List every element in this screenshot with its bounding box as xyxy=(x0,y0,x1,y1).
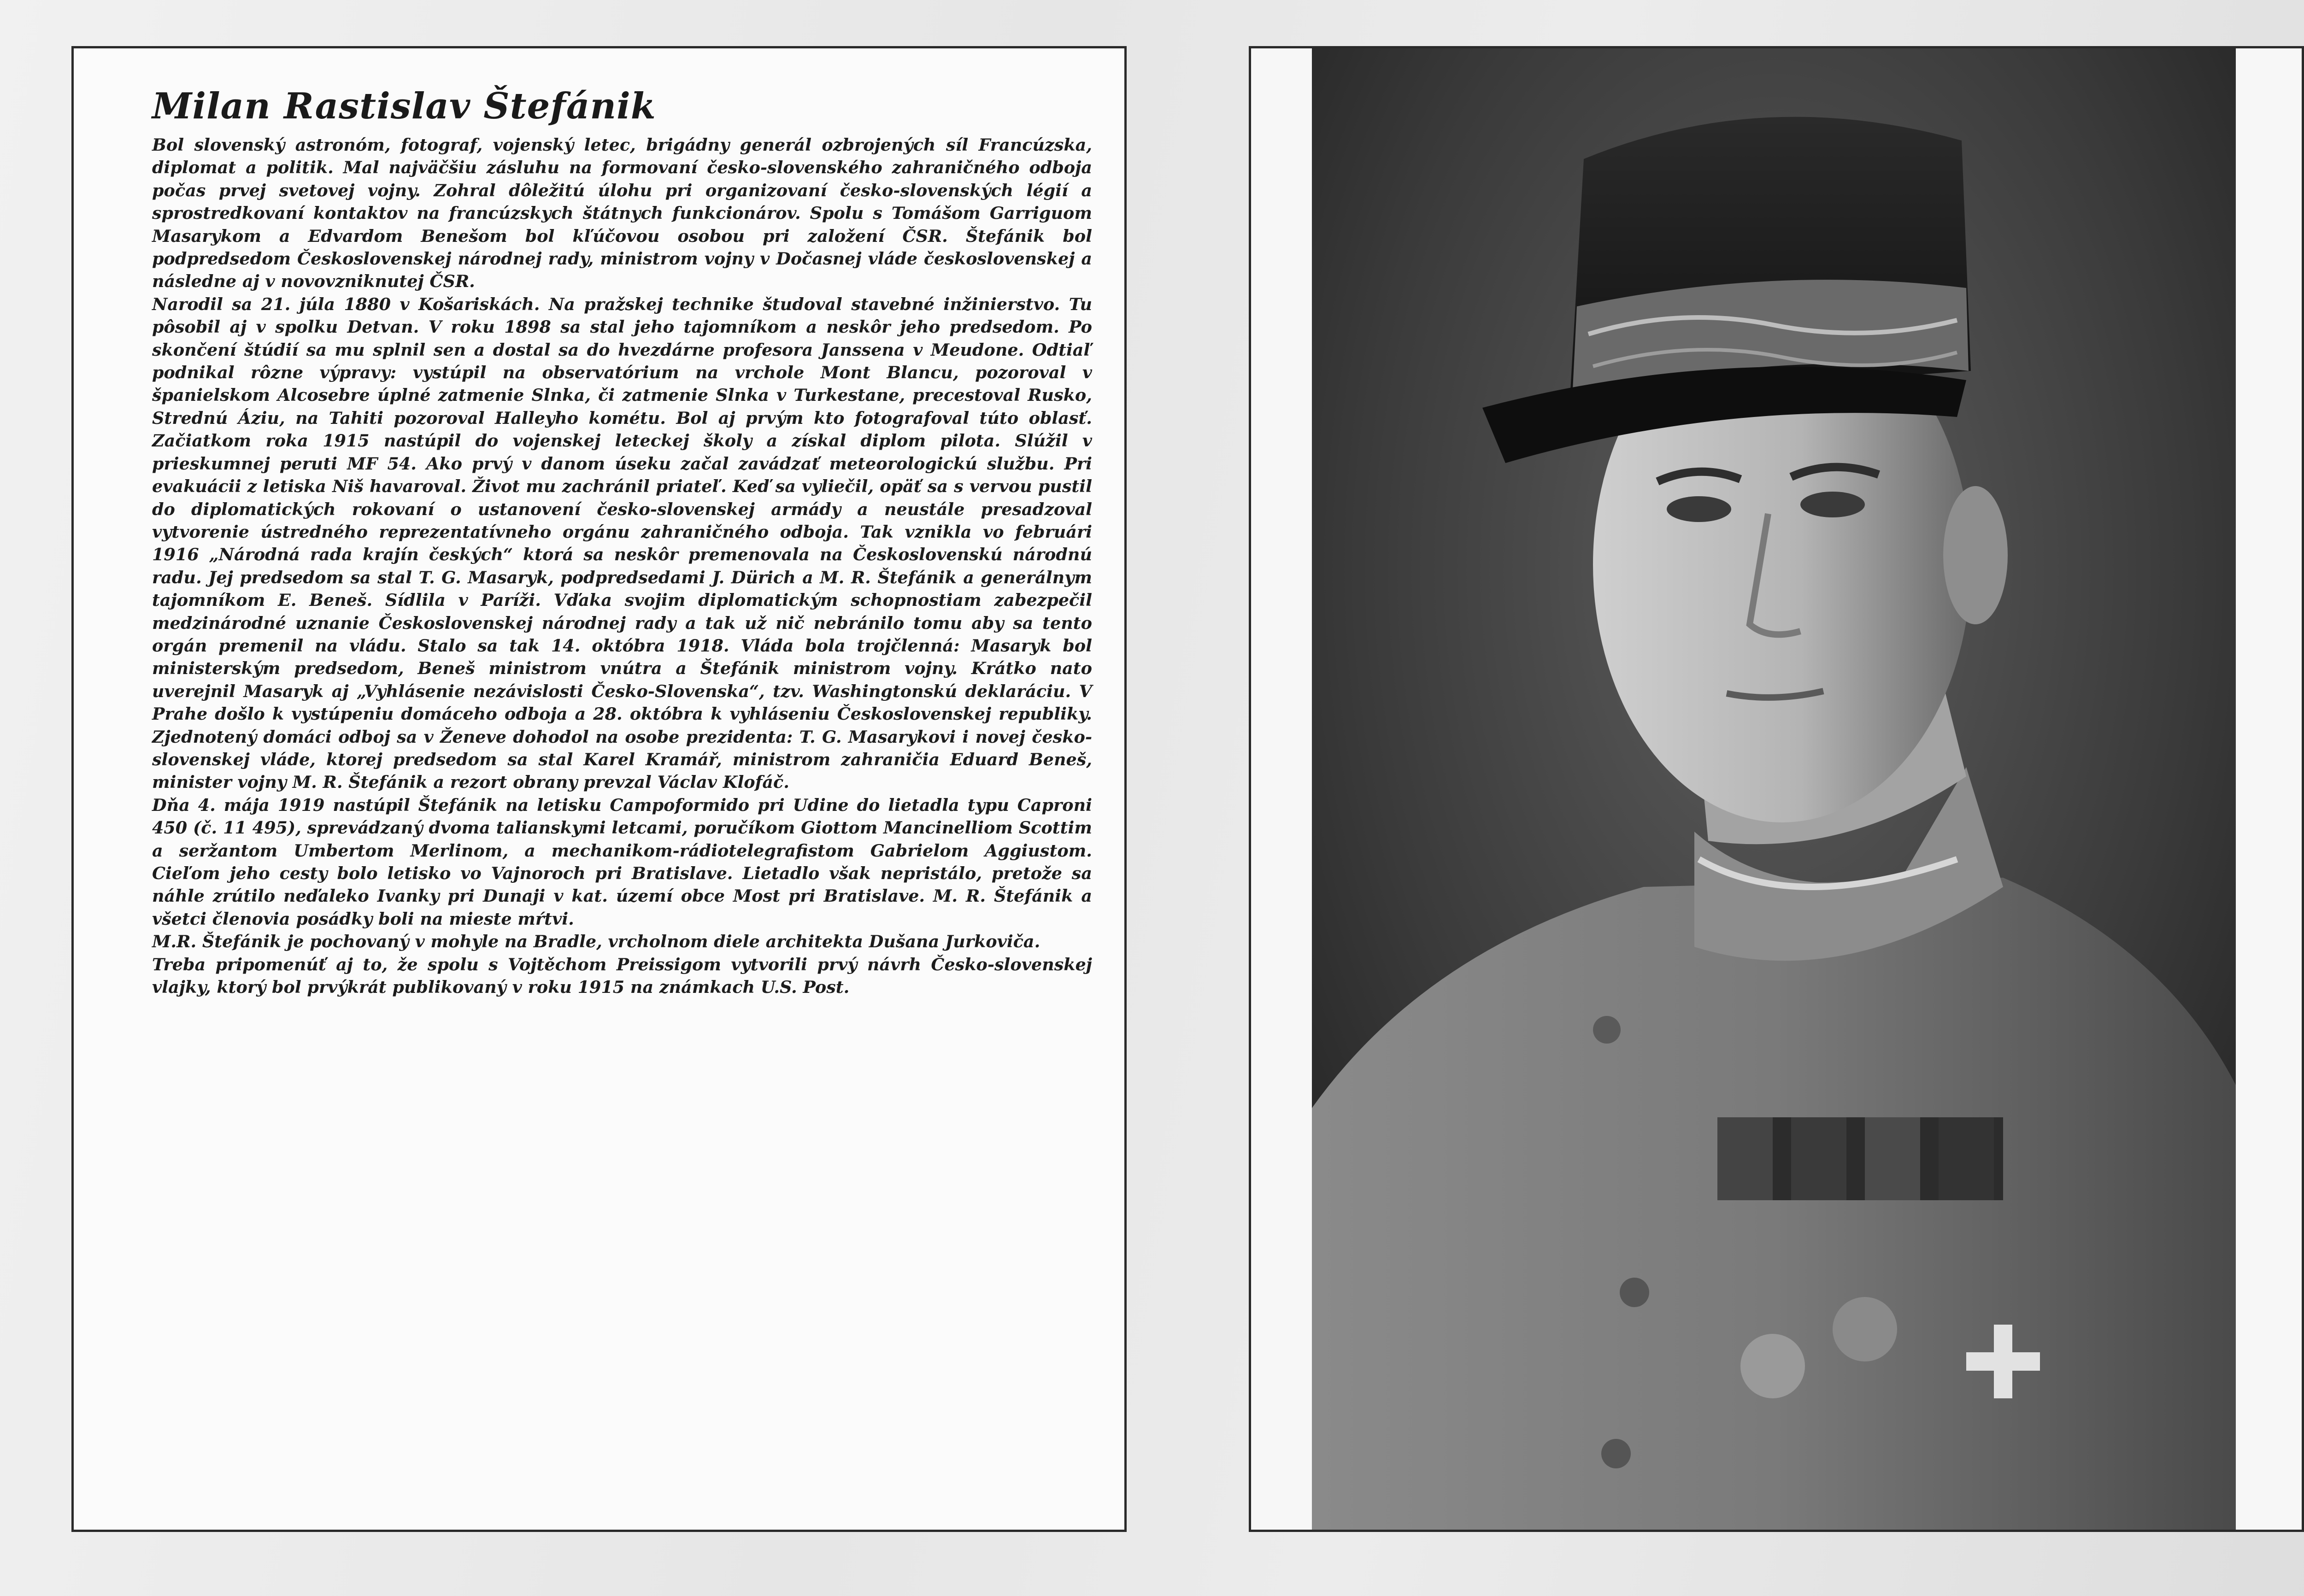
medal xyxy=(1740,1334,1805,1398)
ear xyxy=(1943,486,2008,624)
portrait-illustration xyxy=(1312,48,2236,1530)
photo-frame xyxy=(1249,46,2304,1532)
uniform-coat xyxy=(1312,878,2236,1530)
paragraph: Narodil sa 21. júla 1880 v Košariskách. Na pražskej technike študoval stavebné inžinierstvo. Tu pôsobil aj v spolku Detvan. V roku 1898 sa stal jeho tajomníkom a neskôr jeho predsedom. Po skončení štúdií sa mu splnil sen a dostal sa do hvezdárne profesora Janssena v Meudone. Odtiaľ podnikal rôzne výpravy: vystúpil na observatórium na vrchole Mont Blancu, pozoroval v španielskom Alcosebre úplné zatmenie Slnka, či zatmenie Slnka v Turkestane, precestoval Rusko, Strednú Áziu, na Tahiti pozoroval Halleyho kométu. Bol aj prvým kto fotografoval túto oblasť. Začiatkom roka 1915 nastúpil do vojenskej leteckej školy a získal diplom pilota. Slúžil v prieskumnej peruti MF 54. Ako prvý v danom úseku začal zavádzať meteorologickú službu. Pri evakuácii z letiska Niš havaroval. Život mu zachránil priateľ. Keď sa vyliečil, opäť sa s vervou pustil do diplomatických rokovaní o ustanovení česko-slovenskej armády a neustále presadzoval vytvorenie ústredného reprezentatívneho orgánu zahraničného odboja. Tak vznikla vo februári 1916 „Národná rada krajín českých“ ktorá sa neskôr premenovala na Československú národnú radu. Jej predsedom sa stal T. G. Masaryk, podpredsedami J. Dürich a M. R. Štefánik a generálnym tajomníkom E. Beneš. Sídlila v Paríži. Vďaka svojim diplomatickým schopnostiam zabezpečil medzinárodné uznanie Československej národnej rady a tak už nič nebránilo tomu aby sa tento orgán premenil na vládu. Stalo sa tak 14. októbra 1918. Vláda bola trojčlenná: Masaryk bol ministerským predsedom, Beneš ministrom vnútra a Štefánik ministrom vojny. Krátko nato uverejnil Masaryk aj „Vyhlásenie nezávislosti Česko-Slovenska“, tzv. Washingtonskú deklaráciu. V Prahe došlo k vystúpeniu domáceho odboja a 28. októbra k vyhláseniu Československej republiky. Zjednotený domáci odboj sa v Ženeve dohodol na osobe prezidenta: T. G. Masarykovi i novej česko-slovenskej vláde, ktorej predsedom sa stal Karel Kramář, ministrom zahraničia Eduard Beneš, minister vojny M. R. Štefánik a rezort obrany prevzal Václav Klofáč. xyxy=(152,294,1092,792)
paragraph: Bol slovenský astronóm, fotograf, vojenský letec, brigádny generál ozbrojených síl Francúzska, diplomat a politik. Mal najväčšiu zásluhu na formovaní česko-slovenského zahraničného odboja počas prvej svetovej vojny. Zohral dôležitú úlohu pri organizovaní česko-slovenských légií a sprostredkovaní kontaktov na francúzskych štátnych funkcionárov. Spolu s Tomášom Garriguom Masarykom a Edvardom Benešom bol kľúčovou osobou pri založení ČSR. Štefánik bol podpredsedom Československej národnej rady, ministrom vojny v Dočasnej vláde československej a následne aj v novovzniknutej ČSR. xyxy=(152,135,1092,292)
article-body xyxy=(152,134,1092,998)
portrait-photo xyxy=(1312,48,2236,1530)
left-eye xyxy=(1667,496,1731,522)
button xyxy=(1593,1016,1621,1044)
paragraph: Treba pripomenúť aj to, že spolu s Vojtěchom Preissigom vytvorili prvý návrh Česko-slovenskej vlajky, ktorý bol prvýkrát publikovaný v roku 1915 na známkach U.S. Post. xyxy=(152,954,1092,998)
text-panel xyxy=(71,46,1127,1532)
paragraph: Dňa 4. mája 1919 nastúpil Štefánik na letisku Campoformido pri Udine do lietadla typu Caproni 450 (č. 11 495), sprevádzaný dvoma talianskymi letcami, poručíkom Giottom Mancinelliom Scottim a seržantom Umbertom Merlinom, a mechanikom-rádiotelegrafistom Gabrielom Aggiustom. Cieľom jeho cesty bolo letisko vo Vajnoroch pri Bratislave. Lietadlo však nepristálo, pretože sa náhle zrútilo neďaleko Ivanky pri Dunaji v kat. území obce Most pri Bratislave. M. R. Štefánik a všetci členovia posádky boli na mieste mŕtvi. xyxy=(152,795,1092,929)
button xyxy=(1620,1278,1649,1307)
medal xyxy=(1833,1297,1897,1361)
paragraph: M.R. Štefánik je pochovaný v mohyle na Bradle, vrcholnom diele architekta Dušana Jurkoviča. xyxy=(152,932,1040,952)
article-title: Milan Rastislav Štefánik xyxy=(152,85,656,127)
right-eye xyxy=(1800,492,1865,517)
button xyxy=(1601,1439,1631,1468)
